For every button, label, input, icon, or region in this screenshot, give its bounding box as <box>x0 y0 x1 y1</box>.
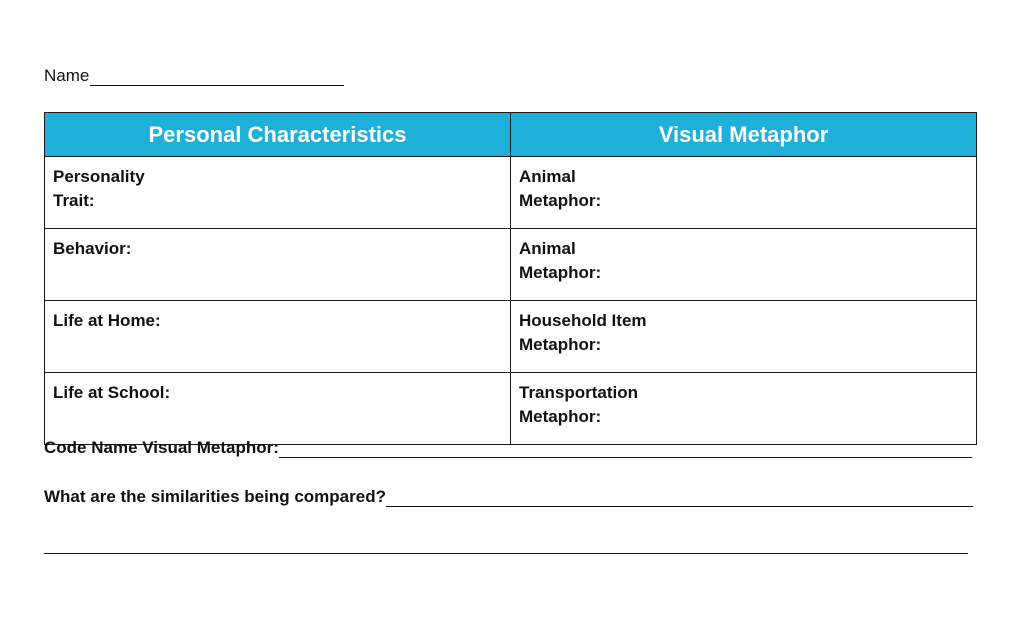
header-visual-metaphor: Visual Metaphor <box>511 113 977 157</box>
name-label: Name <box>44 66 90 85</box>
cell-label: Personality <box>53 167 145 186</box>
cell-household-item-metaphor[interactable] <box>511 301 977 373</box>
cell-label: Animal <box>519 167 576 186</box>
cell-label: Metaphor: <box>519 191 602 210</box>
table-row <box>45 301 977 373</box>
characteristics-table <box>44 112 977 445</box>
cell-label: Metaphor: <box>519 407 602 426</box>
cell-personality-trait[interactable] <box>45 157 511 229</box>
cell-label: Life at School: <box>53 383 171 402</box>
code-name-label: Code Name Visual Metaphor: <box>44 438 279 457</box>
table-row <box>45 229 977 301</box>
table-row <box>45 157 977 229</box>
cell-label: Trait: <box>53 191 95 210</box>
cell-transportation-metaphor[interactable] <box>511 373 977 445</box>
table-row <box>45 373 977 445</box>
cell-animal-metaphor-2[interactable] <box>511 229 977 301</box>
code-name-answer-line[interactable] <box>279 439 972 458</box>
cell-label: Behavior: <box>53 239 132 258</box>
header-personal-characteristics: Personal Characteristics <box>45 113 511 157</box>
name-input-line[interactable] <box>90 68 344 86</box>
cell-behavior[interactable] <box>45 229 511 301</box>
cell-label: Metaphor: <box>519 263 602 282</box>
code-name-question-row <box>44 438 972 458</box>
cell-life-at-home[interactable] <box>45 301 511 373</box>
cell-label: Metaphor: <box>519 335 602 354</box>
cell-animal-metaphor-1[interactable] <box>511 157 977 229</box>
cell-label: Household Item <box>519 311 647 330</box>
cell-label: Transportation <box>519 383 639 402</box>
cell-label: Animal <box>519 239 576 258</box>
cell-life-at-school[interactable] <box>45 373 511 445</box>
extra-answer-line[interactable] <box>44 553 968 554</box>
similarities-question-row <box>44 487 973 507</box>
similarities-answer-line[interactable] <box>386 488 973 507</box>
name-field-row <box>44 66 344 86</box>
table-header-row <box>45 113 977 157</box>
similarities-label: What are the similarities being compared? <box>44 487 386 506</box>
cell-label: Life at Home: <box>53 311 161 330</box>
